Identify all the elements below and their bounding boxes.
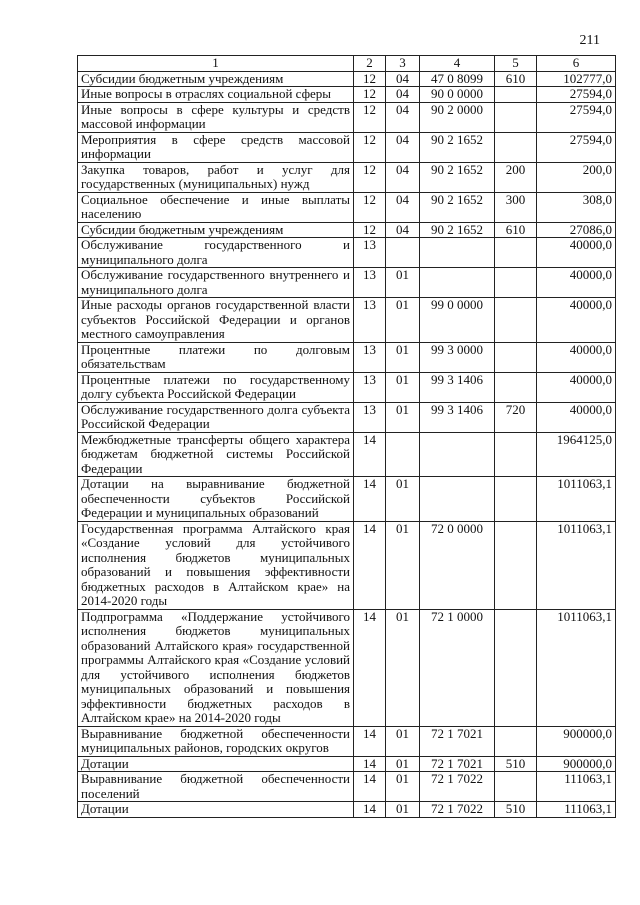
amount-cell: 1011063,1 (537, 609, 616, 726)
expense-type-cell: 720 (495, 402, 537, 432)
subsection-code-cell: 04 (386, 71, 420, 87)
target-article-cell: 72 1 7021 (420, 726, 495, 756)
amount-cell: 27594,0 (537, 87, 616, 103)
section-code-cell: 14 (354, 432, 386, 477)
expense-type-cell (495, 772, 537, 802)
expense-type-cell: 610 (495, 71, 537, 87)
expense-name-cell: Субсидии бюджетным учреждениям (78, 71, 354, 87)
target-article-cell: 90 2 1652 (420, 132, 495, 162)
section-code-cell: 13 (354, 372, 386, 402)
subsection-code-cell: 01 (386, 298, 420, 343)
amount-cell: 40000,0 (537, 402, 616, 432)
target-article-cell: 99 3 1406 (420, 402, 495, 432)
expense-type-cell (495, 132, 537, 162)
section-code-cell: 12 (354, 71, 386, 87)
subsection-code-cell: 04 (386, 132, 420, 162)
target-article-cell: 72 1 0000 (420, 609, 495, 726)
target-article-cell: 99 3 0000 (420, 342, 495, 372)
expense-type-cell (495, 298, 537, 343)
table-row (78, 521, 616, 609)
section-code-cell: 12 (354, 87, 386, 103)
expense-type-cell (495, 477, 537, 522)
amount-cell: 40000,0 (537, 298, 616, 343)
subsection-code-cell: 01 (386, 772, 420, 802)
amount-cell: 27086,0 (537, 222, 616, 238)
expense-name-cell: Обслуживание государственного внутреннего и муниципального долга (78, 268, 354, 298)
subsection-code-cell: 01 (386, 756, 420, 772)
target-article-cell: 47 0 8099 (420, 71, 495, 87)
amount-cell: 40000,0 (537, 372, 616, 402)
expense-type-cell: 200 (495, 162, 537, 192)
amount-cell: 308,0 (537, 192, 616, 222)
expense-name-cell: Обслуживание государственного и муниципального долга (78, 238, 354, 268)
amount-cell: 1964125,0 (537, 432, 616, 477)
table-row (78, 772, 616, 802)
table-row (78, 238, 616, 268)
target-article-cell: 72 1 7022 (420, 802, 495, 818)
expense-type-cell (495, 372, 537, 402)
column-header: 5 (495, 56, 537, 72)
expense-name-cell: Обслуживание государственного долга субъекта Российской Федерации (78, 402, 354, 432)
subsection-code-cell: 01 (386, 402, 420, 432)
subsection-code-cell: 01 (386, 342, 420, 372)
table-row (78, 756, 616, 772)
table-row (78, 372, 616, 402)
subsection-code-cell: 01 (386, 268, 420, 298)
expense-name-cell: Закупка товаров, работ и услуг для государственных (муниципальных) нужд (78, 162, 354, 192)
expense-name-cell: Дотации на выравнивание бюджетной обеспеченности субъектов Российской Федерации и муниципальных образований (78, 477, 354, 522)
expense-name-cell: Мероприятия в сфере средств массовой информации (78, 132, 354, 162)
section-code-cell: 14 (354, 609, 386, 726)
expense-type-cell: 610 (495, 222, 537, 238)
expense-type-cell: 510 (495, 756, 537, 772)
target-article-cell (420, 268, 495, 298)
expense-name-cell: Иные вопросы в сфере культуры и средств массовой информации (78, 102, 354, 132)
expense-name-cell: Субсидии бюджетным учреждениям (78, 222, 354, 238)
amount-cell: 40000,0 (537, 342, 616, 372)
section-code-cell: 12 (354, 192, 386, 222)
table-row (78, 132, 616, 162)
table-row (78, 609, 616, 726)
subsection-code-cell: 01 (386, 521, 420, 609)
expense-type-cell (495, 432, 537, 477)
subsection-code-cell: 04 (386, 192, 420, 222)
table-row (78, 342, 616, 372)
target-article-cell: 99 0 0000 (420, 298, 495, 343)
column-header: 3 (386, 56, 420, 72)
amount-cell: 40000,0 (537, 238, 616, 268)
section-code-cell: 13 (354, 268, 386, 298)
section-code-cell: 14 (354, 521, 386, 609)
target-article-cell: 72 1 7021 (420, 756, 495, 772)
subsection-code-cell (386, 238, 420, 268)
expense-name-cell: Выравнивание бюджетной обеспеченности муниципальных районов, городских округов (78, 726, 354, 756)
target-article-cell: 90 2 1652 (420, 162, 495, 192)
expense-name-cell: Государственная программа Алтайского края «Создание условий для устойчивого исполнения бюджетов муниципальных образований и повышения эффективности бюджетных расходов в Алтайском крае» на 2014-2020 годы (78, 521, 354, 609)
section-code-cell: 14 (354, 802, 386, 818)
amount-cell: 900000,0 (537, 726, 616, 756)
expense-name-cell: Процентные платежи по государственному долгу субъекта Российской Федерации (78, 372, 354, 402)
section-code-cell: 12 (354, 222, 386, 238)
subsection-code-cell: 01 (386, 372, 420, 402)
amount-cell: 27594,0 (537, 132, 616, 162)
amount-cell: 1011063,1 (537, 477, 616, 522)
amount-cell: 200,0 (537, 162, 616, 192)
table-row (78, 102, 616, 132)
expense-type-cell: 300 (495, 192, 537, 222)
amount-cell: 1011063,1 (537, 521, 616, 609)
expense-type-cell (495, 342, 537, 372)
amount-cell: 111063,1 (537, 802, 616, 818)
section-code-cell: 14 (354, 477, 386, 522)
section-code-cell: 14 (354, 756, 386, 772)
table-row (78, 222, 616, 238)
section-code-cell: 13 (354, 298, 386, 343)
expense-type-cell (495, 238, 537, 268)
target-article-cell: 90 2 1652 (420, 222, 495, 238)
expense-name-cell: Дотации (78, 756, 354, 772)
section-code-cell: 13 (354, 402, 386, 432)
expense-name-cell: Социальное обеспечение и иные выплаты населению (78, 192, 354, 222)
section-code-cell: 12 (354, 162, 386, 192)
expense-type-cell (495, 521, 537, 609)
column-header: 1 (78, 56, 354, 72)
expense-name-cell: Межбюджетные трансферты общего характера бюджетам бюджетной системы Российской Федерации (78, 432, 354, 477)
expense-type-cell (495, 609, 537, 726)
amount-cell: 900000,0 (537, 756, 616, 772)
amount-cell: 102777,0 (537, 71, 616, 87)
table-body (78, 71, 616, 817)
section-code-cell: 14 (354, 726, 386, 756)
table-row (78, 268, 616, 298)
subsection-code-cell: 04 (386, 222, 420, 238)
subsection-code-cell: 04 (386, 87, 420, 103)
subsection-code-cell: 01 (386, 609, 420, 726)
table-row (78, 477, 616, 522)
subsection-code-cell (386, 432, 420, 477)
expense-type-cell (495, 102, 537, 132)
target-article-cell: 90 2 1652 (420, 192, 495, 222)
subsection-code-cell: 01 (386, 477, 420, 522)
target-article-cell: 72 0 0000 (420, 521, 495, 609)
target-article-cell (420, 477, 495, 522)
expense-name-cell: Иные вопросы в отраслях социальной сферы (78, 87, 354, 103)
expense-type-cell: 510 (495, 802, 537, 818)
section-code-cell: 12 (354, 132, 386, 162)
column-header: 4 (420, 56, 495, 72)
expense-type-cell (495, 87, 537, 103)
subsection-code-cell: 01 (386, 726, 420, 756)
expense-name-cell: Процентные платежи по долговым обязательствам (78, 342, 354, 372)
column-header: 6 (537, 56, 616, 72)
expense-name-cell: Иные расходы органов государственной власти субъектов Российской Федерации и органов местного самоуправления (78, 298, 354, 343)
subsection-code-cell: 04 (386, 102, 420, 132)
table-row (78, 71, 616, 87)
amount-cell: 40000,0 (537, 268, 616, 298)
section-code-cell: 13 (354, 342, 386, 372)
amount-cell: 27594,0 (537, 102, 616, 132)
table-row (78, 432, 616, 477)
expense-name-cell: Дотации (78, 802, 354, 818)
table-row (78, 298, 616, 343)
column-header: 2 (354, 56, 386, 72)
target-article-cell: 90 2 0000 (420, 102, 495, 132)
target-article-cell: 99 3 1406 (420, 372, 495, 402)
expense-name-cell: Выравнивание бюджетной обеспеченности поселений (78, 772, 354, 802)
target-article-cell: 72 1 7022 (420, 772, 495, 802)
table-row (78, 192, 616, 222)
table-header-row (78, 56, 616, 72)
amount-cell: 111063,1 (537, 772, 616, 802)
section-code-cell: 13 (354, 238, 386, 268)
subsection-code-cell: 04 (386, 162, 420, 192)
section-code-cell: 12 (354, 102, 386, 132)
subsection-code-cell: 01 (386, 802, 420, 818)
target-article-cell: 90 0 0000 (420, 87, 495, 103)
table-row (78, 162, 616, 192)
budget-table (77, 55, 616, 818)
table-row (78, 726, 616, 756)
section-code-cell: 14 (354, 772, 386, 802)
expense-name-cell: Подпрограмма «Поддержание устойчивого исполнения бюджетов муниципальных образований Алтайского края» государственной программы Алтайского края «Создание условий для устойчивого исполнения бюджетов муниципальных образований и повышения эффективности бюджетных расходов в Алтайском крае» на 2014-2020 годы (78, 609, 354, 726)
table-row (78, 87, 616, 103)
target-article-cell (420, 432, 495, 477)
expense-type-cell (495, 268, 537, 298)
table-row (78, 402, 616, 432)
page-number: 211 (579, 33, 600, 48)
table-row (78, 802, 616, 818)
target-article-cell (420, 238, 495, 268)
expense-type-cell (495, 726, 537, 756)
